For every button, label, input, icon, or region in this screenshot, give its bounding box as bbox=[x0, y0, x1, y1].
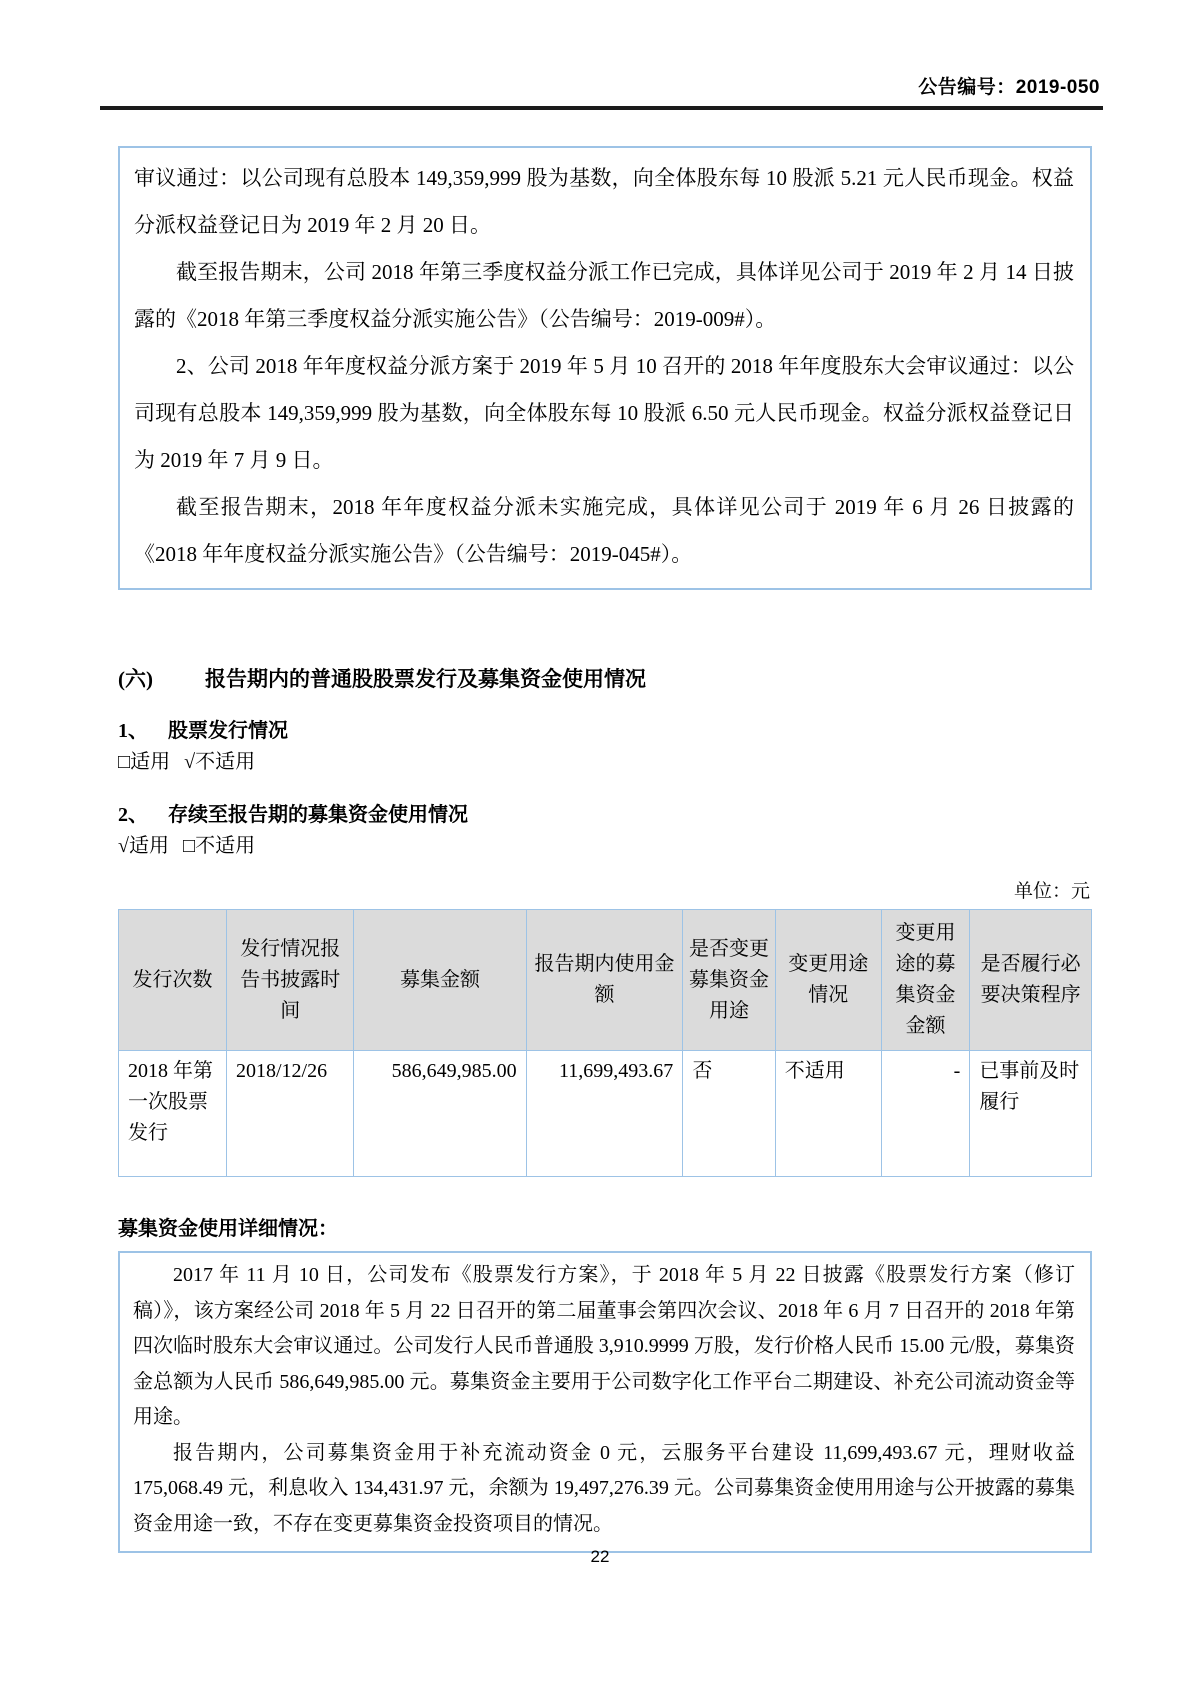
header-rule bbox=[100, 106, 1103, 110]
page-number: 22 bbox=[590, 1547, 610, 1566]
doc-header bbox=[100, 0, 1100, 99]
paragraph: 2017 年 11 月 10 日，公司发布《股票发行方案》，于 2018 年 5 月 22 日披露《股票发行方案（修订稿）》，该方案经公司 2018 年 5 月 22 日召开的第二届董事会第四次会议、2018 年 6 月 7 日召开的 2018 年第四次临时股东大会审议通过。公司发行人民币普通股 3,910.9999 万股，发行价格人民币 15.00 元/股，募集资金总额为人民币 586,649,985.00 元。募集资金主要用于公司数字化工作平台二期建设、补充公司流动资金等用途。 bbox=[133, 1264, 1075, 1428]
details-heading: 募集资金使用详细情况： bbox=[118, 1218, 338, 1240]
dividend-distribution-box bbox=[118, 146, 1092, 590]
cell-used-amount: 11,699,493.67 bbox=[526, 1051, 683, 1177]
cell-disclosure-date: 2018/12/26 bbox=[227, 1051, 354, 1177]
section-number: (六) bbox=[118, 667, 153, 691]
subsection-title: 股票发行情况 bbox=[168, 720, 288, 742]
checkmark-not-applicable: √不适用 bbox=[184, 751, 256, 773]
column-header: 募集金额 bbox=[354, 910, 526, 1051]
page-footer bbox=[0, 1547, 1200, 1567]
paragraph: 2、公司 2018 年年度权益分派方案于 2019 年 5 月 10 召开的 2018 年年度股东大会审议通过：以公司现有总股本 149,359,999 股为基数，向全体股东每 10 股派 6.50 元人民币现金。权益分派权益登记日为 2019 年 7 月 9 日。 bbox=[134, 354, 1074, 472]
table-header-row bbox=[119, 910, 1092, 1051]
subsection-number: 2、 bbox=[118, 804, 148, 826]
column-header: 是否变更募集资金用途 bbox=[683, 910, 775, 1051]
column-header: 发行情况报告书披露时间 bbox=[227, 910, 354, 1051]
section-title: 报告期内的普通股股票发行及募集资金使用情况 bbox=[205, 667, 646, 691]
unit-label: 单位：元 bbox=[1013, 881, 1090, 902]
subsection-2-heading bbox=[118, 800, 1092, 831]
fundraising-table bbox=[118, 909, 1092, 1177]
applicability-options-2 bbox=[118, 831, 1092, 862]
page-content bbox=[118, 146, 1092, 1553]
checkbox-unchecked-not-applicable: □不适用 bbox=[182, 835, 256, 857]
applicability-options-1 bbox=[118, 747, 1092, 778]
column-header: 变更用途情况 bbox=[775, 910, 881, 1051]
doc-number: 公告编号：2019-050 bbox=[918, 77, 1100, 98]
cell-issue-round: 2018 年第一次股票发行 bbox=[119, 1051, 227, 1177]
column-header: 是否履行必要决策程序 bbox=[970, 910, 1092, 1051]
paragraph: 报告期内，公司募集资金用于补充流动资金 0 元，云服务平台建设 11,699,493.67 元，理财收益 175,068.49 元，利息收入 134,431.97 元，余额为 19,497,276.39 元。公司募集资金使用用途与公开披露的募集资金用途一致，不存在变更募集资金投资项目的情况。 bbox=[133, 1441, 1075, 1535]
fund-usage-details-box bbox=[118, 1251, 1092, 1553]
cell-raised-amount: 586,649,985.00 bbox=[354, 1051, 526, 1177]
column-header: 报告期内使用金额 bbox=[526, 910, 683, 1051]
subsection-1-heading bbox=[118, 716, 1092, 747]
cell-procedure-performed: 已事前及时履行 bbox=[970, 1051, 1092, 1177]
cell-purpose-changed: 否 bbox=[683, 1051, 775, 1177]
table-row bbox=[119, 1051, 1092, 1177]
column-header: 发行次数 bbox=[119, 910, 227, 1051]
paragraph: 截至报告期末，公司 2018 年第三季度权益分派工作已完成，具体详见公司于 2019 年 2 月 14 日披露的《2018 年第三季度权益分派实施公告》（公告编号：2019-009#）。 bbox=[134, 260, 1074, 331]
subsection-title: 存续至报告期的募集资金使用情况 bbox=[168, 804, 468, 826]
paragraph: 截至报告期末，2018 年年度权益分派未实施完成，具体详见公司于 2019 年 6 月 26 日披露的《2018 年年度权益分派实施公告》（公告编号：2019-045#）。 bbox=[134, 495, 1074, 566]
cell-changed-amount: - bbox=[881, 1051, 970, 1177]
subsection-number: 1、 bbox=[118, 720, 148, 742]
paragraph: 审议通过：以公司现有总股本 149,359,999 股为基数，向全体股东每 10 股派 5.21 元人民币现金。权益分派权益登记日为 2019 年 2 月 20 日。 bbox=[134, 166, 1074, 237]
checkbox-unchecked-applicable: □适用 bbox=[118, 751, 171, 773]
section-heading bbox=[118, 664, 1092, 694]
checkmark-applicable: √适用 bbox=[118, 835, 169, 857]
column-header: 变更用途的募集资金金额 bbox=[881, 910, 970, 1051]
cell-change-details: 不适用 bbox=[775, 1051, 881, 1177]
